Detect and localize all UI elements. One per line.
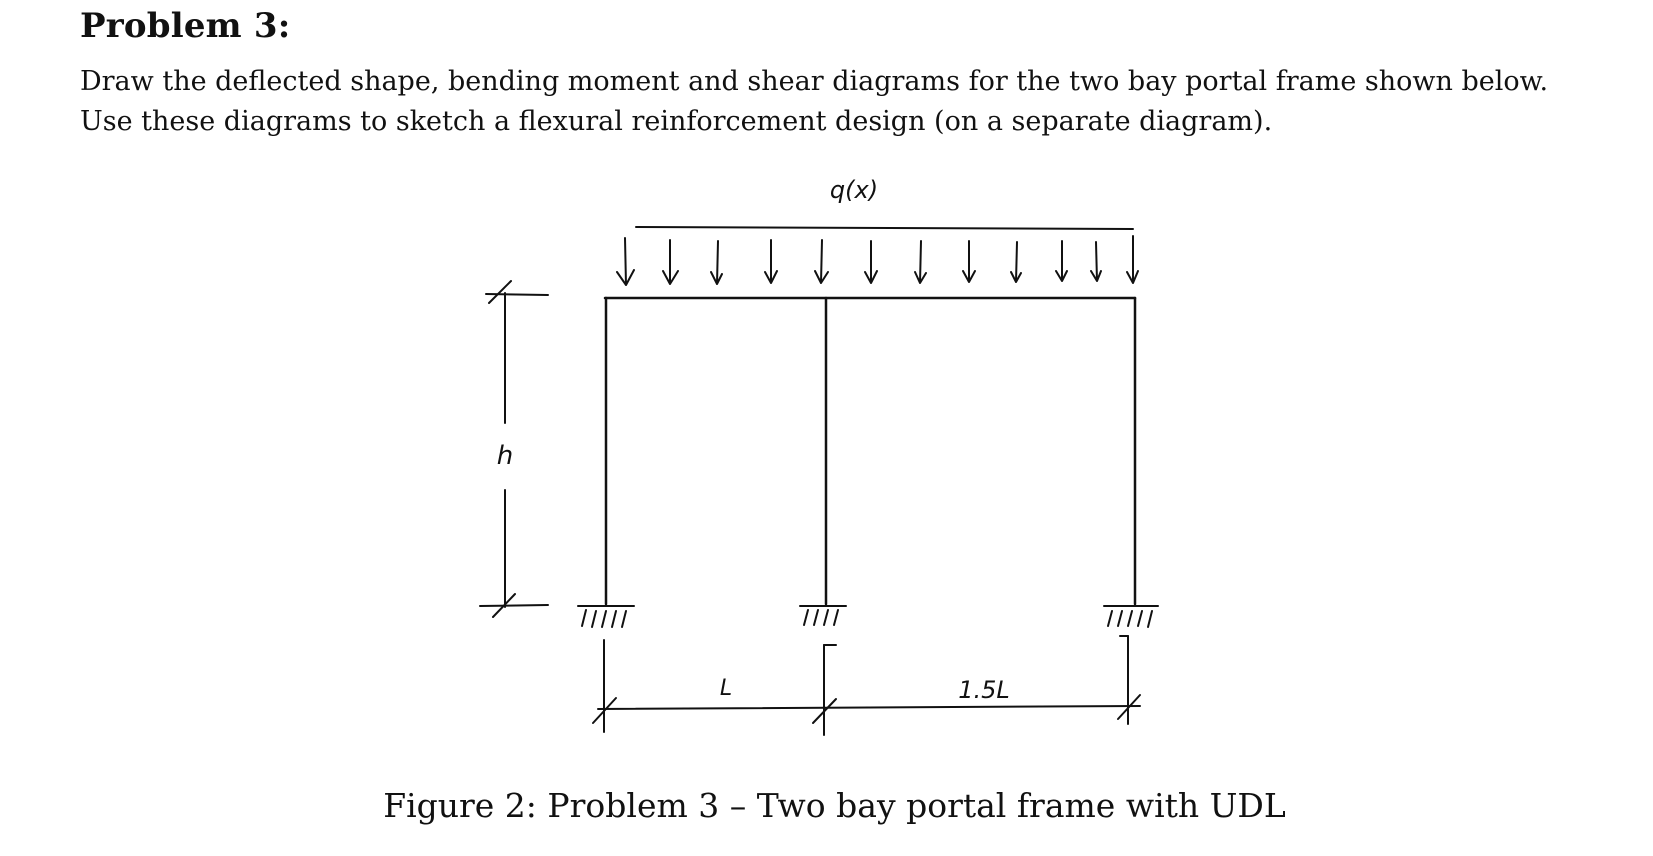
height-dimension [480, 281, 548, 617]
udl-arrow-11 [1091, 242, 1101, 281]
udl-arrow-5 [815, 240, 828, 283]
left-span-label: L [719, 676, 733, 701]
udl-arrow-2 [663, 240, 678, 284]
udl-arrow-3 [711, 241, 722, 284]
left-fixed-support [578, 606, 634, 627]
udl-arrow-4 [765, 240, 777, 283]
udl-arrow-12 [1127, 236, 1138, 283]
load-label: q(x) [829, 176, 879, 204]
problem-title: Problem 3: [80, 6, 291, 46]
figure-caption-text: Figure 2: Problem 3 – Two bay portal frame with UDL [383, 786, 1286, 825]
right-fixed-support [1104, 606, 1158, 627]
udl-arrow-9 [1011, 242, 1021, 282]
problem-statement-line-1: Draw the deflected shape, bending moment and shear diagrams for the two bay portal frame shown below. [80, 66, 1549, 97]
span-dimensions [593, 636, 1140, 735]
udl-arrow-6 [865, 241, 877, 283]
udl-arrows [617, 236, 1138, 285]
right-span-label: 1.5L [958, 676, 1010, 704]
udl-arrow-8 [963, 241, 975, 282]
udl-arrow-7 [915, 241, 926, 283]
udl-arrow-10 [1056, 241, 1067, 281]
middle-fixed-support [800, 606, 846, 625]
problem-statement-line-2: Use these diagrams to sketch a flexural reinforcement design (on a separate diagram). [80, 106, 1273, 137]
udl-top-line [636, 227, 1133, 229]
udl-arrow-1 [617, 238, 634, 285]
figure-caption [0, 786, 1653, 825]
height-label: h [496, 441, 514, 471]
